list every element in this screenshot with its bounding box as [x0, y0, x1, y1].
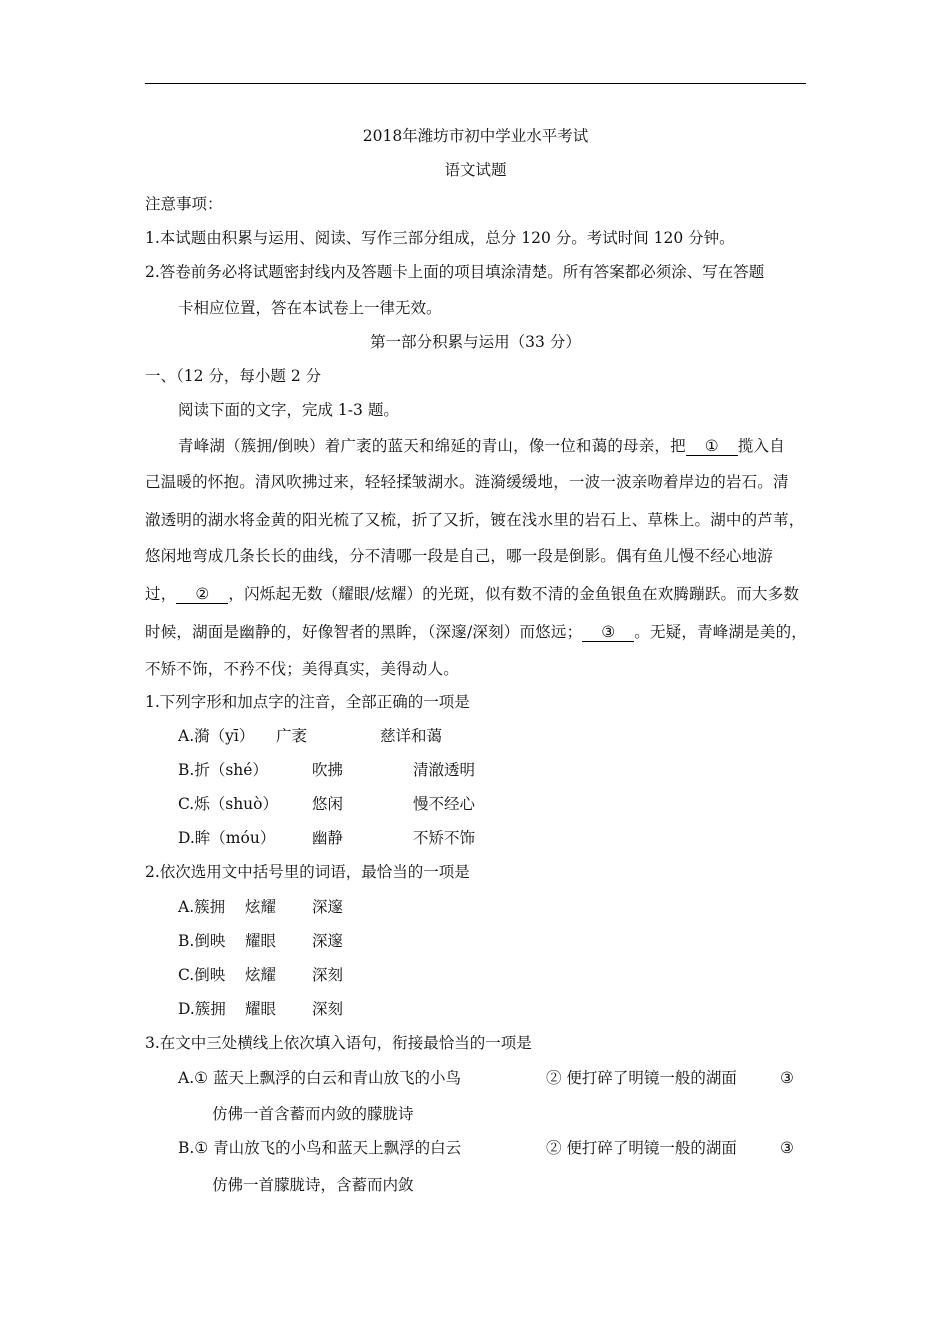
passage-text: 。无疑，青峰湖是美的，	[634, 623, 807, 641]
q1-option-a-part: A.漪（yī）	[178, 727, 255, 745]
q1-option-c-part: 慢不经心	[413, 795, 476, 813]
q2-option-a-part: 深邃	[312, 898, 344, 916]
passage-line-5	[145, 584, 799, 604]
q1-option-c-part: C.烁（shuò）	[178, 795, 278, 813]
section1-heading: 一、（12 分，每小题 2 分	[145, 367, 322, 385]
q3-option-b-cont: 仿佛一首朦胧诗，含蓄而内敛	[212, 1176, 414, 1194]
q1-option-d-part: D.眸（móu）	[178, 829, 276, 847]
passage-line-4: 悠闲地弯成几条长长的曲线，分不清哪一段是自己，哪一段是倒影。偶有鱼儿慢不经心地游	[145, 547, 774, 565]
passage-text: 青峰湖（簇拥/倒映）着广袤的蓝天和绵延的青山，像一位和蔼的母亲，把	[178, 437, 686, 455]
q1-option-d-part: 不矫不饰	[413, 829, 476, 847]
header-rule	[145, 83, 806, 84]
exam-title: 2018年潍坊市初中学业水平考试	[362, 127, 589, 145]
q3-option-b-part: ② 便打碎了明镜一般的湖面	[546, 1139, 737, 1157]
q2-option-b-part: 耀眼	[245, 932, 277, 950]
q2-option-d-part: 耀眼	[245, 1000, 277, 1018]
q1-option-d-part: 幽静	[312, 829, 344, 847]
q1-option-b-part: B.折（shé）	[178, 761, 268, 779]
passage-text: 揽入自	[737, 437, 785, 455]
q2-option-c-part: 炫耀	[245, 966, 277, 984]
blank-1: ①	[686, 437, 738, 456]
q3-stem: 3.在文中三处横线上依次填入语句，衔接最恰当的一项是	[145, 1034, 532, 1052]
part1-title: 第一部分积累与运用（33 分）	[370, 333, 581, 351]
section1-instruction: 阅读下面的文字，完成 1-3 题。	[178, 401, 399, 419]
passage-line-6	[145, 622, 807, 642]
q2-option-b-part: 深邃	[312, 932, 344, 950]
passage-text: 过，	[145, 585, 177, 603]
q3-option-a-part: A.① 蓝天上飘浮的白云和青山放飞的小鸟	[178, 1069, 461, 1087]
notes-heading: 注意事项：	[145, 195, 223, 213]
q2-stem: 2.依次选用文中括号里的词语，最恰当的一项是	[145, 863, 470, 881]
q1-stem: 1.下列字形和加点字的注音，全部正确的一项是	[145, 693, 470, 711]
q3-option-a-part: ③	[780, 1069, 794, 1087]
subject-title: 语文试题	[444, 161, 507, 179]
q2-option-d-part: D.簇拥	[178, 1000, 226, 1018]
q2-option-c-part: 深刻	[312, 966, 344, 984]
notes-item-1: 1.本试题由积累与运用、阅读、写作三部分组成，总分 120 分。考试时间 120 分钟。	[145, 229, 735, 247]
blank-3: ③	[582, 623, 634, 642]
passage-line-7: 不矫不饰，不矜不伐；美得真实，美得动人。	[145, 660, 460, 678]
q1-option-a-part: 广袤	[276, 727, 308, 745]
q3-option-b-part: B.① 青山放飞的小鸟和蓝天上飘浮的白云	[178, 1139, 462, 1157]
q2-option-b-part: B.倒映	[178, 932, 226, 950]
q2-option-a-part: 炫耀	[245, 898, 277, 916]
passage-text: ，闪烁起无数（耀眼/炫耀）的光斑，似有数不清的金鱼银鱼在欢腾蹦跃。而大多数	[228, 585, 800, 603]
passage-line-1	[178, 436, 785, 456]
q2-option-d-part: 深刻	[312, 1000, 344, 1018]
notes-item-2-cont: 卡相应位置，答在本试卷上一律无效。	[178, 299, 442, 317]
q1-option-b-part: 清澈透明	[413, 761, 476, 779]
blank-2: ②	[176, 585, 228, 604]
q1-option-c-part: 悠闲	[312, 795, 344, 813]
q2-option-c-part: C.倒映	[178, 966, 226, 984]
passage-text: 时候，湖面是幽静的，好像智者的黑眸，（深邃/深刻）而悠远；	[145, 623, 583, 641]
q3-option-a-cont: 仿佛一首含蓄而内敛的朦胧诗	[212, 1105, 414, 1123]
notes-item-2: 2.答卷前务必将试题密封线内及答题卡上面的项目填涂清楚。所有答案都必须涂、写在答题	[145, 263, 765, 281]
q3-option-a-part: ② 便打碎了明镜一般的湖面	[546, 1069, 737, 1087]
q1-option-b-part: 吹拂	[312, 761, 344, 779]
passage-line-3: 澈透明的湖水将金黄的阳光梳了又梳，折了又折，镀在浅水里的岩石上、草株上。湖中的芦苇，	[145, 511, 805, 529]
q1-option-a-part: 慈详和蔼	[380, 727, 443, 745]
passage-line-2: 己温暖的怀抱。清风吹拂过来，轻轻揉皱湖水。涟漪缓缓地，一波一波亲吻着岸边的岩石。清	[145, 473, 789, 491]
q3-option-b-part: ③	[780, 1139, 794, 1157]
q2-option-a-part: A.簇拥	[178, 898, 226, 916]
